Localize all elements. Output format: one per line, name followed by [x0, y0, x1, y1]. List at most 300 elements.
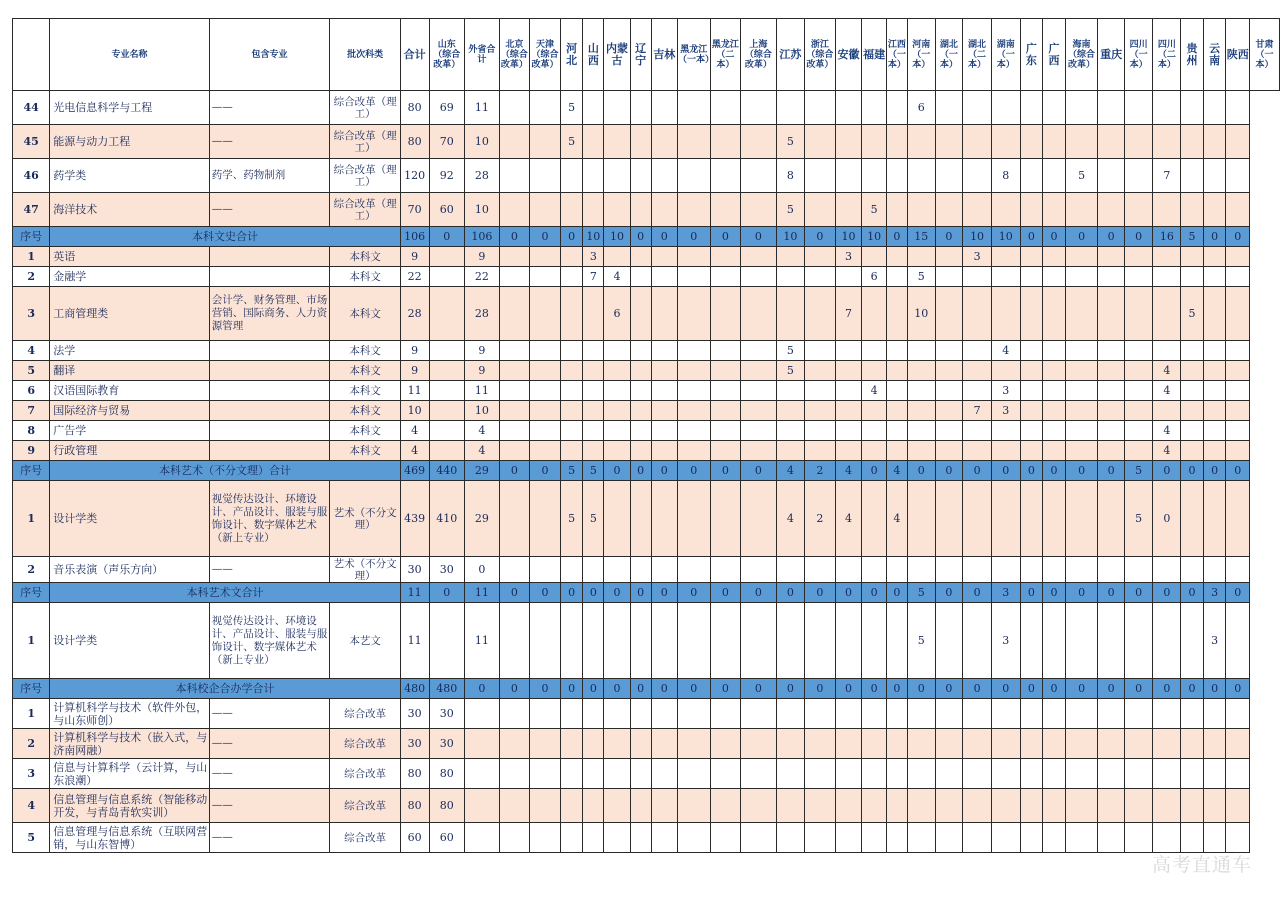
- province-cell: [991, 481, 1020, 557]
- province-cell: [583, 361, 604, 381]
- province-cell: [1203, 125, 1226, 159]
- province-cell: 15: [907, 227, 935, 247]
- province-cell: [1065, 267, 1098, 287]
- province-cell: [963, 729, 992, 759]
- province-cell: [560, 247, 583, 267]
- province-cell: [935, 603, 963, 679]
- row-index: 1: [13, 699, 50, 729]
- province-cell: [1181, 381, 1204, 401]
- province-cell: 0: [560, 583, 583, 603]
- province-cell: [1098, 401, 1125, 421]
- province-cell: [560, 421, 583, 441]
- province-cell: 0: [499, 227, 530, 247]
- province-cell: [741, 287, 776, 341]
- enrollment-plan-table: [12, 18, 1280, 853]
- province-cell: [835, 441, 862, 461]
- province-cell: [1043, 421, 1066, 441]
- batch-category: 本科文: [330, 341, 400, 361]
- province-cell: [1124, 361, 1153, 381]
- province-cell: 0: [1124, 227, 1153, 247]
- province-cell: [630, 341, 651, 361]
- batch-category: 综合改革: [330, 759, 400, 789]
- province-cell: [530, 789, 561, 823]
- total-cell: 28: [400, 287, 429, 341]
- header-cell: 贵州: [1181, 19, 1204, 91]
- province-cell: 0: [651, 583, 678, 603]
- province-cell: [935, 481, 963, 557]
- province-cell: [805, 421, 836, 441]
- province-cell: 0: [678, 461, 711, 481]
- total-cell: 106: [400, 227, 429, 247]
- province-cell: [1020, 823, 1043, 853]
- province-cell: [1098, 341, 1125, 361]
- province-cell: 3: [835, 247, 862, 267]
- province-cell: [630, 267, 651, 287]
- province-cell: [1020, 441, 1043, 461]
- province-cell: [583, 91, 604, 125]
- province-cell: [886, 91, 907, 125]
- province-cell: 0: [1203, 461, 1226, 481]
- province-cell: [1181, 193, 1204, 227]
- province-cell: [963, 603, 992, 679]
- total-cell: 4: [400, 441, 429, 461]
- province-cell: [651, 699, 678, 729]
- section-label: 序号: [13, 679, 50, 699]
- header-cell: 上海（综合改革）: [741, 19, 776, 91]
- province-cell: [651, 287, 678, 341]
- province-cell: [604, 159, 631, 193]
- province-cell: [583, 603, 604, 679]
- province-cell: [1020, 759, 1043, 789]
- province-cell: 10: [963, 227, 992, 247]
- province-cell: [963, 823, 992, 853]
- province-cell: [710, 789, 741, 823]
- province-cell: [560, 381, 583, 401]
- included-majors: [209, 401, 330, 421]
- province-cell: [907, 699, 935, 729]
- province-cell: [886, 441, 907, 461]
- province-cell: [530, 125, 561, 159]
- province-cell: 2: [805, 461, 836, 481]
- province-cell: [805, 603, 836, 679]
- province-cell: [499, 557, 530, 583]
- total-cell: 11: [400, 381, 429, 401]
- province-cell: 0: [583, 679, 604, 699]
- province-cell: [560, 361, 583, 381]
- province-cell: [651, 91, 678, 125]
- row-index: 5: [13, 361, 50, 381]
- province-cell: [499, 361, 530, 381]
- province-cell: [1043, 789, 1066, 823]
- major-name: 英语: [50, 247, 209, 267]
- shandong-cell: [429, 381, 465, 401]
- section-total-row: [13, 227, 1280, 247]
- province-cell: [678, 603, 711, 679]
- province-cell: [604, 91, 631, 125]
- included-majors: ——: [209, 729, 330, 759]
- province-cell: [710, 193, 741, 227]
- province-cell: 3: [991, 401, 1020, 421]
- province-cell: [805, 193, 836, 227]
- province-cell: [1153, 759, 1181, 789]
- province-cell: [604, 341, 631, 361]
- province-cell: [678, 557, 711, 583]
- province-cell: [1226, 823, 1250, 853]
- province-cell: [776, 759, 805, 789]
- province-cell: 10: [907, 287, 935, 341]
- province-cell: 4: [991, 341, 1020, 361]
- province-cell: [530, 481, 561, 557]
- province-cell: [886, 361, 907, 381]
- province-cell: [499, 823, 530, 853]
- province-cell: [935, 91, 963, 125]
- shandong-cell: [429, 401, 465, 421]
- batch-category: 综合改革（理工）: [330, 193, 400, 227]
- total-cell: 70: [400, 193, 429, 227]
- province-cell: [499, 441, 530, 461]
- province-cell: [499, 421, 530, 441]
- province-cell: 0: [1226, 227, 1250, 247]
- province-cell: [583, 441, 604, 461]
- province-cell: [1020, 341, 1043, 361]
- table-row: [13, 247, 1280, 267]
- province-cell: [1098, 481, 1125, 557]
- province-cell: [835, 361, 862, 381]
- row-index: 1: [13, 603, 50, 679]
- table-row: [13, 441, 1280, 461]
- province-cell: [499, 193, 530, 227]
- province-cell: [1043, 759, 1066, 789]
- province-cell: [935, 421, 963, 441]
- province-cell: [963, 421, 992, 441]
- province-cell: [604, 823, 631, 853]
- province-cell: [678, 193, 711, 227]
- province-cell: 5: [1181, 287, 1204, 341]
- province-cell: [907, 361, 935, 381]
- province-cell: [604, 193, 631, 227]
- major-name: 国际经济与贸易: [50, 401, 209, 421]
- province-cell: [630, 603, 651, 679]
- province-cell: [741, 699, 776, 729]
- province-cell: [1043, 341, 1066, 361]
- other-provinces-total-cell: [465, 729, 500, 759]
- table-row: [13, 603, 1280, 679]
- province-cell: [1043, 193, 1066, 227]
- province-cell: [1203, 557, 1226, 583]
- province-cell: 5: [1124, 481, 1153, 557]
- province-cell: [530, 381, 561, 401]
- row-index: 2: [13, 557, 50, 583]
- province-cell: [1098, 91, 1125, 125]
- province-cell: [776, 287, 805, 341]
- shandong-cell: 92: [429, 159, 465, 193]
- province-cell: [1043, 603, 1066, 679]
- province-cell: 0: [1065, 461, 1098, 481]
- province-cell: [1098, 729, 1125, 759]
- province-cell: [862, 481, 887, 557]
- batch-category: 本科文: [330, 401, 400, 421]
- other-provinces-total-cell: 4: [465, 421, 500, 441]
- province-cell: 0: [835, 583, 862, 603]
- row-index: 45: [13, 125, 50, 159]
- header-cell: 黑龙江（二本）: [710, 19, 741, 91]
- province-cell: 0: [963, 679, 992, 699]
- province-cell: [1124, 381, 1153, 401]
- province-cell: [862, 789, 887, 823]
- batch-category: 综合改革: [330, 699, 400, 729]
- province-cell: [678, 341, 711, 361]
- total-cell: 10: [400, 401, 429, 421]
- other-provinces-total-cell: 10: [465, 401, 500, 421]
- province-cell: [1020, 729, 1043, 759]
- other-provinces-total-cell: 0: [465, 557, 500, 583]
- province-cell: 4: [1153, 421, 1181, 441]
- header-cell: 河南（一本）: [907, 19, 935, 91]
- province-cell: 10: [835, 227, 862, 247]
- major-name: 工商管理类: [50, 287, 209, 341]
- province-cell: [710, 401, 741, 421]
- province-cell: [651, 729, 678, 759]
- major-name: 设计学类: [50, 481, 209, 557]
- province-cell: [1043, 91, 1066, 125]
- row-index: 1: [13, 247, 50, 267]
- province-cell: [776, 789, 805, 823]
- province-cell: [530, 193, 561, 227]
- province-cell: [583, 341, 604, 361]
- province-cell: [499, 401, 530, 421]
- province-cell: [678, 125, 711, 159]
- province-cell: [835, 267, 862, 287]
- province-cell: [560, 729, 583, 759]
- table-body: [13, 91, 1280, 853]
- province-cell: [560, 441, 583, 461]
- province-cell: [1203, 193, 1226, 227]
- province-cell: [604, 789, 631, 823]
- province-cell: [963, 287, 992, 341]
- province-cell: 6: [907, 91, 935, 125]
- province-cell: [907, 823, 935, 853]
- other-provinces-total-cell: 29: [465, 461, 500, 481]
- province-cell: [886, 159, 907, 193]
- province-cell: [991, 823, 1020, 853]
- province-cell: [991, 441, 1020, 461]
- province-cell: 0: [1098, 583, 1125, 603]
- province-cell: 0: [710, 679, 741, 699]
- province-cell: 0: [1065, 227, 1098, 247]
- province-cell: [560, 557, 583, 583]
- total-cell: 120: [400, 159, 429, 193]
- major-name: 行政管理: [50, 441, 209, 461]
- total-cell: 9: [400, 361, 429, 381]
- province-cell: [1203, 421, 1226, 441]
- province-cell: [963, 267, 992, 287]
- province-cell: [1043, 247, 1066, 267]
- other-provinces-total-cell: 106: [465, 227, 500, 247]
- province-cell: [776, 267, 805, 287]
- major-name: 计算机科学与技术（软件外包，与山东师创）: [50, 699, 209, 729]
- province-cell: [530, 421, 561, 441]
- province-cell: [678, 361, 711, 381]
- section-label: 序号: [13, 227, 50, 247]
- province-cell: [651, 381, 678, 401]
- header-cell: 包含专业: [209, 19, 330, 91]
- province-cell: 3: [963, 247, 992, 267]
- province-cell: [1098, 361, 1125, 381]
- province-cell: [1153, 267, 1181, 287]
- province-cell: [886, 247, 907, 267]
- province-cell: [710, 481, 741, 557]
- province-cell: [991, 729, 1020, 759]
- province-cell: [604, 361, 631, 381]
- province-cell: [630, 729, 651, 759]
- other-provinces-total-cell: [465, 699, 500, 729]
- province-cell: 0: [1153, 679, 1181, 699]
- province-cell: 0: [530, 227, 561, 247]
- province-cell: [530, 267, 561, 287]
- province-cell: 0: [1020, 461, 1043, 481]
- province-cell: [1181, 557, 1204, 583]
- province-cell: [678, 729, 711, 759]
- other-provinces-total-cell: 11: [465, 91, 500, 125]
- province-cell: [530, 729, 561, 759]
- province-cell: [604, 699, 631, 729]
- province-cell: [907, 247, 935, 267]
- province-cell: [907, 441, 935, 461]
- province-cell: [604, 603, 631, 679]
- included-majors: [209, 381, 330, 401]
- province-cell: [1043, 823, 1066, 853]
- province-cell: [499, 247, 530, 267]
- province-cell: [1181, 699, 1204, 729]
- province-cell: [678, 287, 711, 341]
- province-cell: [604, 759, 631, 789]
- province-cell: [1124, 247, 1153, 267]
- province-cell: [583, 789, 604, 823]
- province-cell: [1124, 159, 1153, 193]
- header-cell: 天津（综合改革）: [530, 19, 561, 91]
- province-cell: 4: [1153, 361, 1181, 381]
- batch-category: 本科文: [330, 361, 400, 381]
- province-cell: [1020, 401, 1043, 421]
- province-cell: [805, 823, 836, 853]
- province-cell: 5: [907, 583, 935, 603]
- province-cell: [630, 421, 651, 441]
- province-cell: [1065, 91, 1098, 125]
- major-name: 信息管理与信息系统（智能移动开发，与青岛青软实训）: [50, 789, 209, 823]
- header-cell: 云南: [1203, 19, 1226, 91]
- province-cell: [886, 267, 907, 287]
- province-cell: [963, 193, 992, 227]
- province-cell: [1226, 603, 1250, 679]
- province-cell: [1020, 481, 1043, 557]
- province-cell: [835, 125, 862, 159]
- province-cell: 3: [583, 247, 604, 267]
- province-cell: [776, 381, 805, 401]
- province-cell: [710, 361, 741, 381]
- shandong-cell: 80: [429, 759, 465, 789]
- province-cell: [741, 267, 776, 287]
- row-index: 3: [13, 287, 50, 341]
- major-name: 广告学: [50, 421, 209, 441]
- province-cell: [1124, 267, 1153, 287]
- province-cell: [1203, 159, 1226, 193]
- province-cell: [835, 603, 862, 679]
- province-cell: [583, 193, 604, 227]
- province-cell: [835, 159, 862, 193]
- province-cell: [1226, 125, 1250, 159]
- province-cell: [776, 729, 805, 759]
- province-cell: 4: [1153, 441, 1181, 461]
- included-majors: 视觉传达设计、环境设计、产品设计、服装与服饰设计、数字媒体艺术（新上专业）: [209, 481, 330, 557]
- province-cell: [935, 341, 963, 361]
- province-cell: [1181, 341, 1204, 361]
- batch-category: 本科文: [330, 421, 400, 441]
- province-cell: [630, 557, 651, 583]
- table-row: [13, 341, 1280, 361]
- major-name: 药学类: [50, 159, 209, 193]
- province-cell: [1226, 159, 1250, 193]
- province-cell: [678, 247, 711, 267]
- province-cell: [630, 481, 651, 557]
- province-cell: [651, 159, 678, 193]
- province-cell: [1226, 91, 1250, 125]
- shandong-cell: [429, 247, 465, 267]
- province-cell: [499, 603, 530, 679]
- other-provinces-total-cell: 22: [465, 267, 500, 287]
- province-cell: [583, 287, 604, 341]
- province-cell: 7: [835, 287, 862, 341]
- province-cell: [991, 247, 1020, 267]
- table-row: [13, 361, 1280, 381]
- province-cell: [741, 361, 776, 381]
- province-cell: 0: [741, 461, 776, 481]
- row-index: 1: [13, 481, 50, 557]
- province-cell: [1203, 267, 1226, 287]
- province-cell: [963, 481, 992, 557]
- province-cell: 0: [1226, 461, 1250, 481]
- row-index: 4: [13, 789, 50, 823]
- province-cell: [1098, 159, 1125, 193]
- province-cell: 0: [1153, 583, 1181, 603]
- batch-category: 综合改革（理工）: [330, 91, 400, 125]
- province-cell: [651, 441, 678, 461]
- province-cell: 0: [1203, 679, 1226, 699]
- province-cell: [862, 247, 887, 267]
- province-cell: [583, 699, 604, 729]
- row-index: 44: [13, 91, 50, 125]
- province-cell: [963, 361, 992, 381]
- province-cell: [1153, 193, 1181, 227]
- province-cell: [1043, 441, 1066, 461]
- major-name: 能源与动力工程: [50, 125, 209, 159]
- province-cell: [678, 823, 711, 853]
- province-cell: 5: [1065, 159, 1098, 193]
- province-cell: 0: [710, 583, 741, 603]
- province-cell: [710, 381, 741, 401]
- province-cell: 0: [1098, 227, 1125, 247]
- province-cell: [560, 287, 583, 341]
- province-cell: [963, 759, 992, 789]
- province-cell: [630, 159, 651, 193]
- province-cell: [835, 193, 862, 227]
- province-cell: [1181, 361, 1204, 381]
- province-cell: [560, 603, 583, 679]
- province-cell: [862, 159, 887, 193]
- province-cell: [1226, 729, 1250, 759]
- province-cell: [499, 267, 530, 287]
- province-cell: [1020, 421, 1043, 441]
- shandong-cell: [429, 603, 465, 679]
